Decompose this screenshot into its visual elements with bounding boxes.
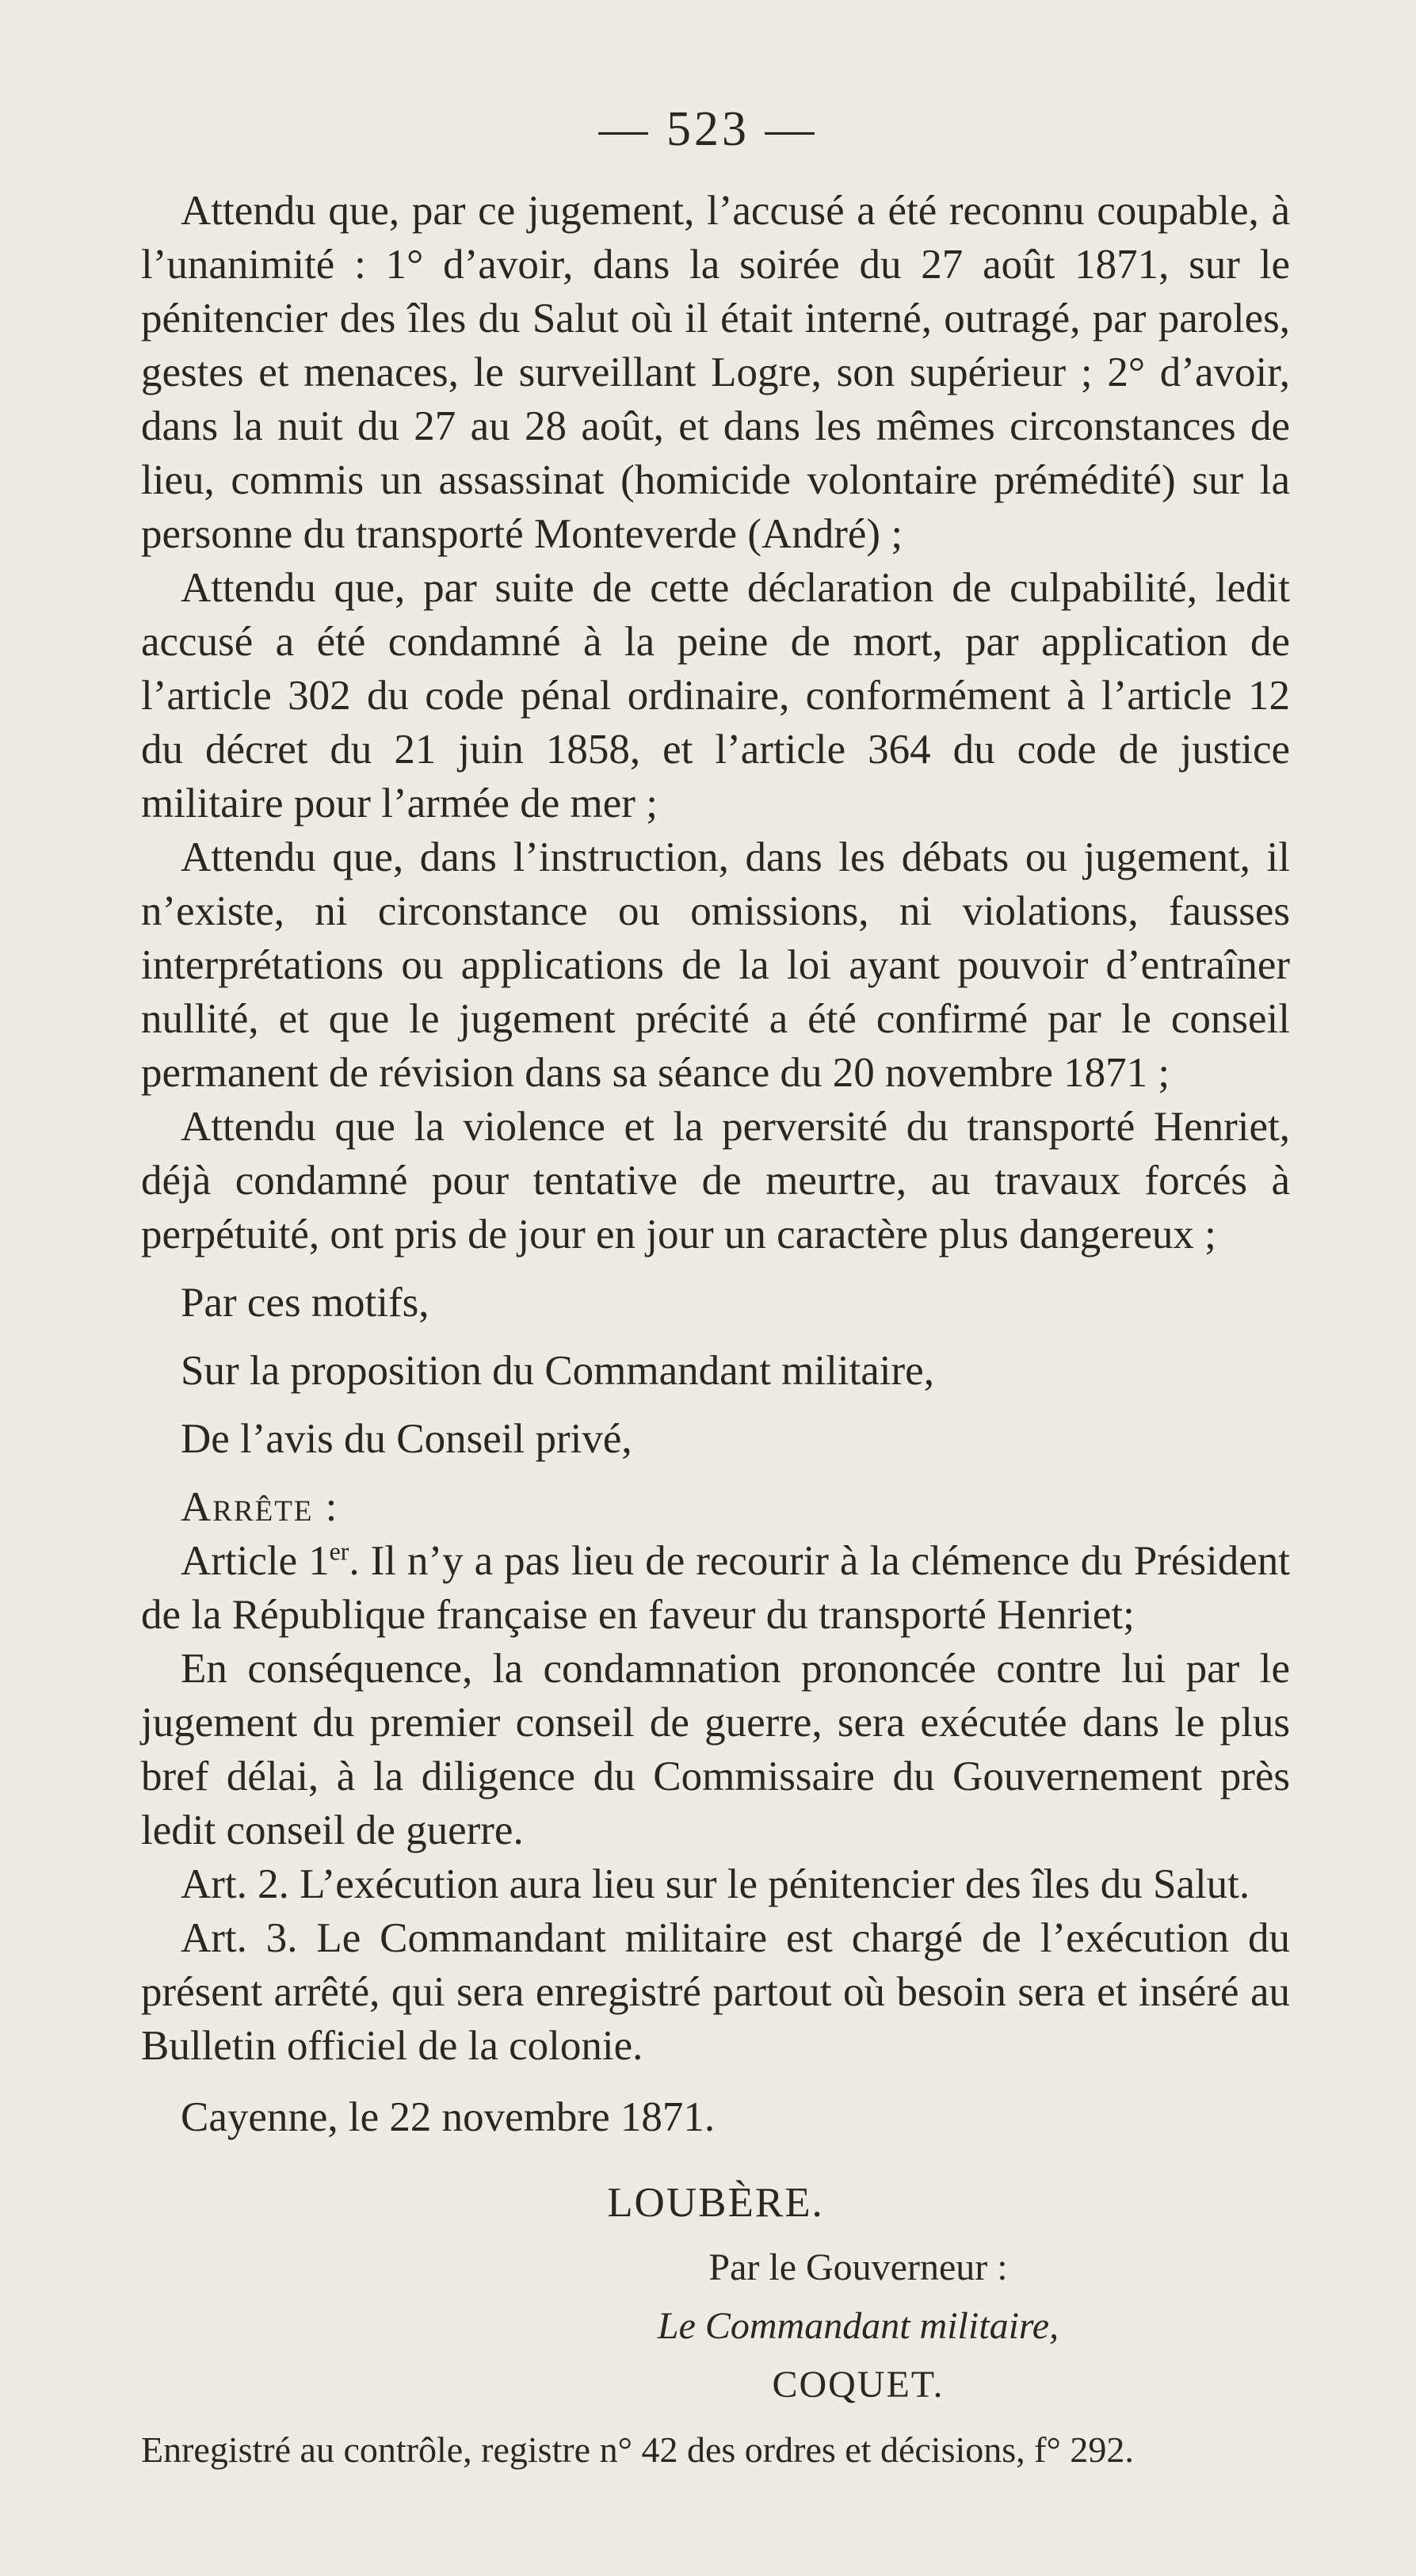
paragraph-attendu-4: Attendu que la violence et la perversité du transporté Henriet, déjà condamné pour tentative de meurtre, au travaux forcés à perpétuité, ont pris de jour en jour un caractère plus dangereux ; xyxy=(141,1104,1290,1257)
arrete-heading: Arrête : xyxy=(181,1484,339,1530)
paragraph-attendu-2: Attendu que, par suite de cette déclaration de culpabilité, ledit accusé a été condamné à la peine de mort, par application de l’article 302 du code pénal ordinaire, conformément à l’article 12 du décret du 21 juin 1858, et l’article 364 du code de justice militaire pour l’armée de mer ; xyxy=(141,565,1290,826)
document-body xyxy=(141,184,1290,2477)
motif-line-3: De l’avis du Conseil privé, xyxy=(181,1416,632,1462)
article-1 xyxy=(141,1534,1290,1642)
date-line: Cayenne, le 22 novembre 1871. xyxy=(181,2094,716,2140)
signature-commandant-title: Le Commandant militaire, xyxy=(657,2305,1059,2347)
article-1-prefix: Article 1 xyxy=(181,1538,330,1584)
signature-par-le-gouverneur: Par le Gouverneur : xyxy=(708,2246,1008,2288)
paragraph-attendu-1: Attendu que, par ce jugement, l’accusé a été reconnu coupable, à l’unanimité : 1° d’avoir, dans la soirée du 27 août 1871, sur le pénitencier des îles du Salut où il était interné, outragé, par paroles, gestes et menaces, le surveillant Logre, son supérieur ; 2° d’avoir, dans la nuit du 27 au 28 août, et dans les mêmes circonstances de lieu, commis un assassinat (homicide volontaire prémédité) sur la personne du transporté Monteverde (André) ; xyxy=(141,188,1290,557)
article-consequence: En conséquence, la condamnation prononcée contre lui par le jugement du premier conseil de guerre, sera exécutée dans le plus bref délai, à la diligence du Commissaire du Gouvernement près ledit conseil de guerre. xyxy=(141,1646,1290,1853)
signature-commandant-name: COQUET. xyxy=(772,2364,945,2406)
signature-governor: LOUBÈRE. xyxy=(607,2180,824,2226)
registration-footer: Enregistré au contrôle, registre n° 42 des ordres et décisions, f° 292. xyxy=(141,2429,1134,2470)
article-2: Art. 2. L’exécution aura lieu sur le pénitencier des îles du Salut. xyxy=(181,1861,1250,1907)
motif-line-1: Par ces motifs, xyxy=(181,1280,429,1326)
page-number: — 523 — xyxy=(598,102,818,156)
article-1-sup: er xyxy=(329,1537,349,1566)
motif-line-2: Sur la proposition du Commandant militaire, xyxy=(181,1348,934,1394)
article-1-text: . Il n’y a pas lieu de recourir à la clémence du Président de la République française en faveur du transporté Henriet; xyxy=(141,1538,1290,1638)
article-3: Art. 3. Le Commandant militaire est chargé de l’exécution du présent arrêté, qui sera enregistré partout où besoin sera et inséré au Bulletin officiel de la colonie. xyxy=(141,1915,1290,2069)
paragraph-attendu-3: Attendu que, dans l’instruction, dans les débats ou jugement, il n’existe, ni circonstance ou omissions, ni violations, fausses interprétations ou applications de la loi ayant pouvoir d’entraîner nullité, et que le jugement précité a été confirmé par le conseil permanent de révision dans sa séance du 20 novembre 1871 ; xyxy=(141,834,1290,1096)
